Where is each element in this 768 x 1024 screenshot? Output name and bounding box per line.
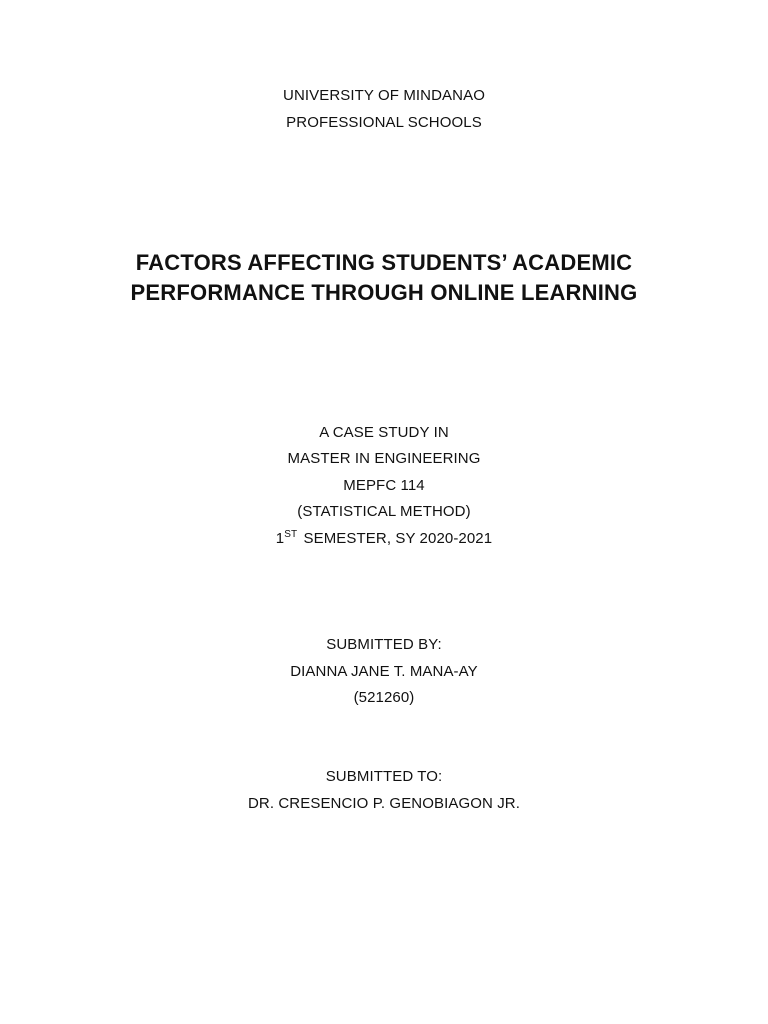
document-title-line-2: PERFORMANCE THROUGH ONLINE LEARNING [130, 280, 638, 305]
professor-name: DR. CRESENCIO P. GENOBIAGON JR. [247, 795, 521, 812]
semester-text: SEMESTER, SY 2020-2021 [299, 530, 493, 547]
course-name: (STATISTICAL METHOD) [297, 503, 471, 520]
course-code: MEPFC 114 [343, 477, 425, 494]
student-id: (521260) [353, 689, 415, 706]
submitted-by-label: SUBMITTED BY: [326, 636, 442, 653]
submitted-to-label: SUBMITTED TO: [325, 768, 443, 785]
semester-line [0, 530, 768, 550]
case-study-label: A CASE STUDY IN [319, 424, 449, 441]
degree-program: MASTER IN ENGINEERING [287, 450, 481, 467]
school-name: PROFESSIONAL SCHOOLS [286, 114, 482, 131]
document-title-line-1: FACTORS AFFECTING STUDENTS’ ACADEMIC [135, 250, 633, 275]
student-name: DIANNA JANE T. MANA-AY [290, 663, 478, 680]
university-name: UNIVERSITY OF MINDANAO [283, 87, 485, 104]
semester-suffix: ST [284, 529, 298, 540]
semester-number: 1 [275, 530, 285, 547]
